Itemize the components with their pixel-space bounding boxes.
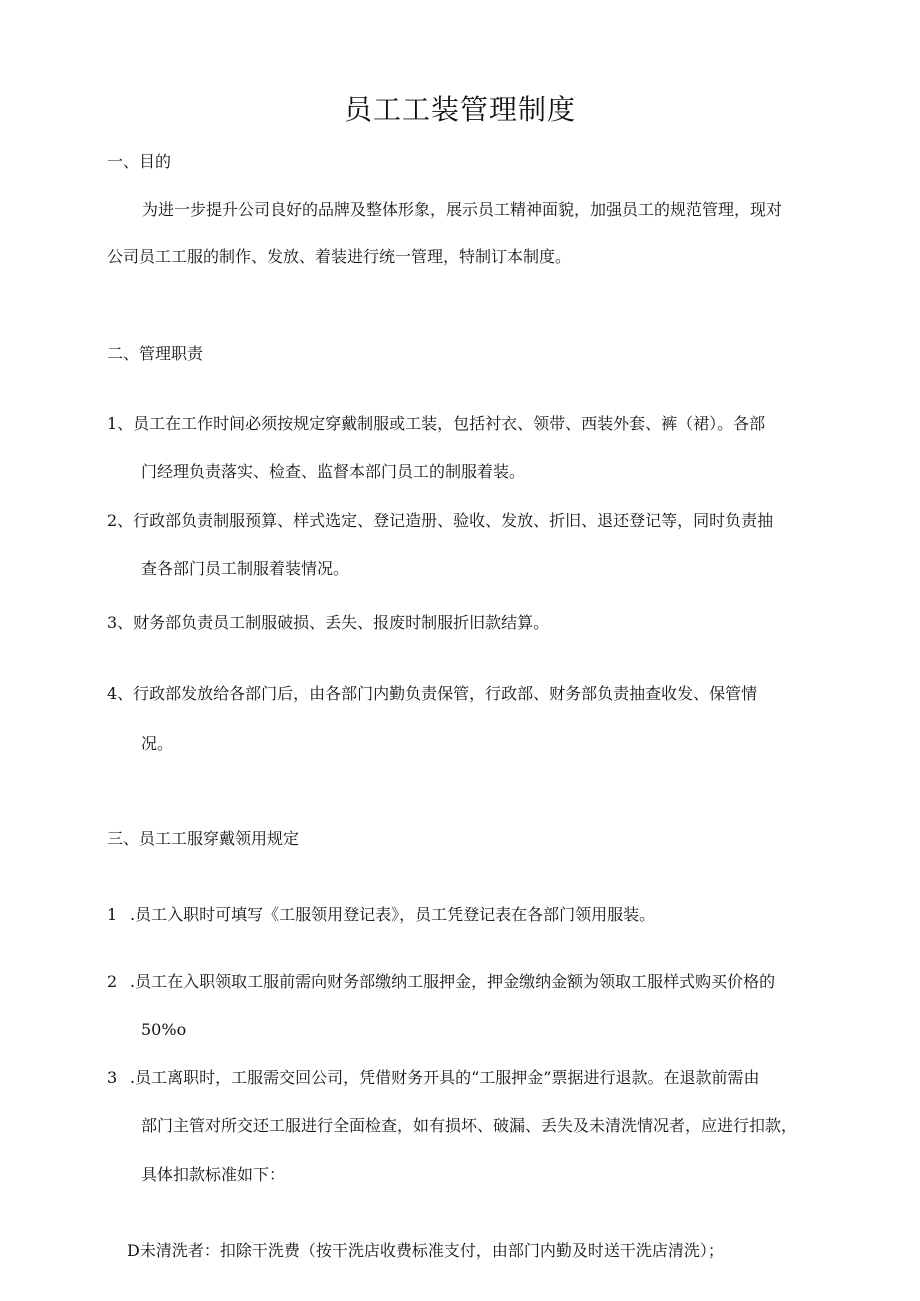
rule-3-line-1: .员工离职时，工服需交回公司，凭借财务开具的“工服押金”票据进行退款。在退款前需由	[130, 1068, 760, 1087]
rule-3-line-3: 具体扣款标准如下：	[141, 1165, 286, 1184]
rule-3-number: 3	[107, 1068, 118, 1087]
purpose-paragraph-line-1: 为进一步提升公司良好的品牌及整体形象，展示员工精神面貌，加强员工的规范管理，现对	[142, 200, 783, 219]
responsibility-item-2-line-1: 2、行政部负责制服预算、样式选定、登记造册、验收、发放、折旧、退还登记等，同时负责抽	[107, 511, 774, 530]
responsibility-item-2-line-2: 查各部门员工制服着装情况。	[141, 559, 350, 578]
rule-2-line-2: 50%o	[141, 1020, 187, 1039]
section-heading-responsibilities: 二、管理职责	[107, 344, 204, 363]
rule-1-line-1: .员工入职时可填写《工服领用登记表》，员工凭登记表在各部门领用服装。	[130, 905, 656, 924]
rule-3-line-2: 部门主管对所交还工服进行全面检查，如有损坏、破漏、丢失及未清洗情况者，应进行扣款，	[141, 1116, 798, 1135]
responsibility-item-1-line-1: 1、员工在工作时间必须按规定穿戴制服或工装，包括衬衣、领带、西装外套、裤（裙）。各部	[107, 414, 766, 433]
section-heading-uniform-rules: 三、员工工服穿戴领用规定	[107, 829, 300, 848]
rule-1-number: 1	[107, 905, 118, 924]
section-heading-purpose: 一、目的	[107, 152, 172, 171]
purpose-paragraph-line-2: 公司员工工服的制作、发放、着装进行统一管理，特制订本制度。	[107, 247, 572, 266]
rule-2-line-1: .员工在入职领取工服前需向财务部缴纳工服押金，押金缴纳金额为领取工服样式购买价格的	[130, 972, 776, 991]
responsibility-item-4-line-1: 4、行政部发放给各部门后，由各部门内勤负责保管，行政部、财务部负责抽查收发、保管情	[107, 684, 758, 703]
document-title: 员工工装管理制度	[343, 93, 576, 126]
rule-2-number: 2	[107, 972, 118, 991]
responsibility-item-4-line-2: 况。	[141, 734, 174, 753]
responsibility-item-3-line-1: 3、财务部负责员工制服破损、丢失、报废时制服折旧款结算。	[107, 613, 550, 632]
responsibility-item-1-line-2: 门经理负责落实、检查、监督本部门员工的制服着装。	[141, 462, 526, 481]
deduction-standard-1: D未清洗者：扣除干洗费（按干洗店收费标准支付，由部门内勤及时送干洗店清洗）；	[127, 1241, 724, 1260]
